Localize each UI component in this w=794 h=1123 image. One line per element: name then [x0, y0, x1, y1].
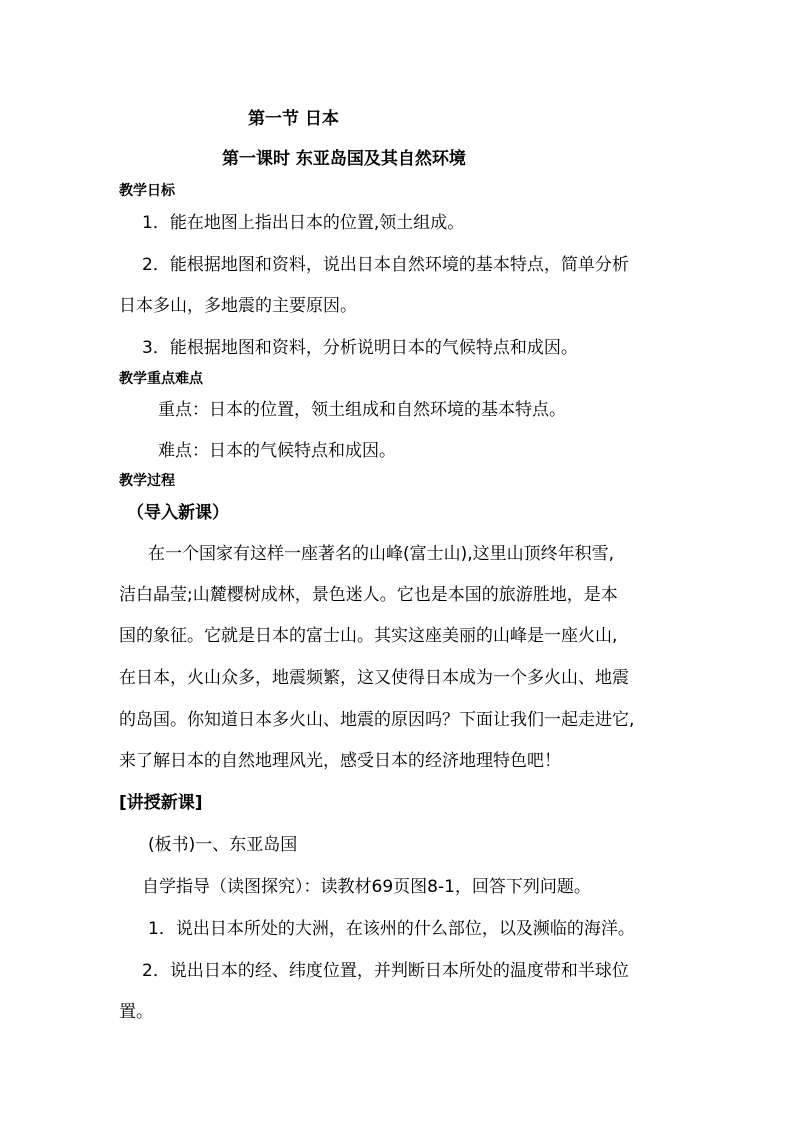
key-point: 重点：日本的位置，领土组成和自然环境的基本特点。 [158, 400, 566, 420]
lecture-heading: [讲授新课] [119, 793, 203, 813]
objective-3: 3．能根据地图和资料，分析说明日本的气候特点和成因。 [142, 338, 578, 358]
intro-paragraph-line-2: 洁白晶莹;山麓樱树成林，景色迷人。它也是本国的旅游胜地，是本 [119, 585, 618, 605]
intro-paragraph-line-3: 国的象征。它就是日本的富士山。其实这座美丽的山峰是一座火山, [119, 626, 618, 646]
document-title: 第一节 日本 [248, 109, 339, 129]
question-2-line-2: 置。 [119, 1002, 153, 1022]
question-1: 1．说出日本所处的大洲，在该州的什么部位，以及濒临的海洋。 [148, 919, 635, 939]
intro-paragraph-line-5: 的岛国。你知道日本多火山、地震的原因吗？下面让我们一起走进它, [119, 710, 635, 730]
objective-2-line-1: 2．能根据地图和资料，说出日本自然环境的基本特点，简单分析 [142, 255, 629, 275]
intro-heading: （导入新课） [127, 503, 229, 523]
section-heading-objectives: 教学日标 [119, 183, 175, 199]
difficult-point: 难点：日本的气候特点和成因。 [158, 441, 396, 461]
document-subtitle: 第一课时 东亚岛国及其自然环境 [222, 149, 466, 169]
section-heading-keypoints: 教学重点难点 [119, 371, 203, 387]
intro-paragraph-line-4: 在日本，火山众多，地震频繁，这又使得日本成为一个多火山、地震 [119, 668, 629, 688]
objective-1: 1．能在地图上指出日本的位置,领土组成。 [142, 213, 465, 233]
intro-paragraph-line-1: 在一个国家有这样一座著名的山峰(富士山),这里山顶终年积雪, [148, 544, 615, 564]
question-2-line-1: 2．说出日本的经、纬度位置，并判断日本所处的温度带和半球位 [142, 961, 629, 981]
intro-paragraph-line-6: 来了解日本的自然地理风光，感受日本的经济地理特色吧！ [119, 751, 561, 771]
objective-2-line-2: 日本多山，多地震的主要原因。 [119, 296, 357, 316]
self-study-guide: 自学指导（读图探究）：读教材69页图8-1，回答下列问题。 [142, 877, 591, 897]
board-writing: (板书)一、东亚岛国 [148, 835, 298, 855]
section-heading-process: 教学过程 [119, 473, 175, 489]
